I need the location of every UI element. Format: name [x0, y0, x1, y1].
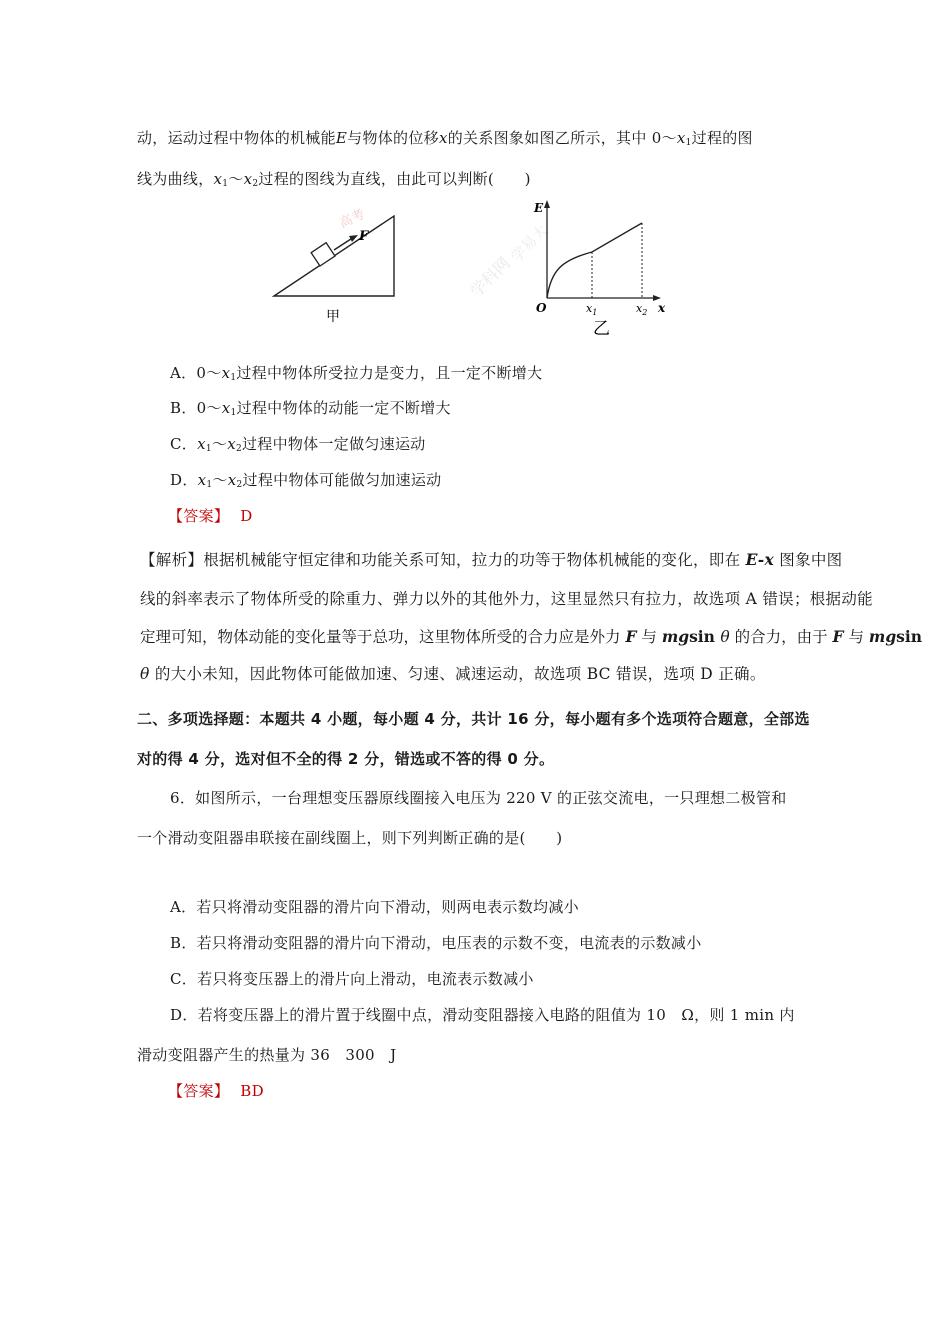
q6-stem-line-1: 6．如图所示，一台理想变压器原线圈接入电压为 220 V 的正弦交流电，一只理想二极管和 [170, 789, 787, 807]
right-figure-caption: 乙 [593, 319, 610, 338]
q5-option-c: C．$x_1\sim x_2$过程中物体一定做匀速运动 [170, 435, 426, 454]
force-label: F [359, 229, 369, 244]
q5-analysis-line-3: 定理可知，物体动能的变化量等于总功，这里物体所受的合力应是外力 F 与 mgsin θ 的合力，由于 F 与 mgsin [140, 627, 923, 646]
intro-line-2: 线为曲线，$x_1\sim x_2$过程的图线为直线，由此可以判断( ) [137, 170, 531, 189]
figure-group [262, 198, 692, 338]
answer-label: 【答案】 [168, 507, 230, 525]
intro-line-1: 动，运动过程中物体的机械能E与物体的位移x的关系图象如图乙所示，其中 $0\sim x_1$过程的图 [137, 129, 753, 148]
block [311, 243, 335, 266]
q6-option-b: B．若只将滑动变阻器的滑片向下滑动，电压表的示数不变，电流表的示数减小 [170, 934, 702, 952]
q5-option-b: B．$0\sim x_1$过程中物体的动能一定不断增大 [170, 399, 451, 418]
answer-value: BD [240, 1082, 264, 1100]
q5-analysis-line-1: 【解析】根据机械能守恒定律和功能关系可知，拉力的功等于物体机械能的变化，即在 E-x 图象中图 [140, 550, 843, 569]
answer-label: 【答案】 [168, 1082, 230, 1100]
watermark-1: 高考 [337, 207, 368, 232]
q6-option-a: A．若只将滑动变阻器的滑片向下滑动，则两电表示数均减小 [170, 898, 579, 916]
x1-label: $x_1$ [586, 302, 598, 317]
q6-option-d-continued: 滑动变阻器产生的热量为 36 300 J [137, 1046, 397, 1064]
section2-heading-line-1: 二、多项选择题：本题共 4 小题，每小题 4 分，共计 16 分，每小题有多个选项符合题意，全部选 [137, 710, 810, 728]
incline-diagram [274, 216, 394, 325]
q6-option-d: D．若将变压器上的滑片置于线圈中点，滑动变阻器接入电路的阻值为 10 Ω，则 1 min 内 [170, 1006, 795, 1024]
x2-label: $x_2$ [636, 302, 648, 317]
answer-value: D [240, 507, 253, 525]
watermark-3: 学易大 [507, 221, 552, 266]
section2-heading-line-2: 对的得 4 分，选对但不全的得 2 分，错选或不答的得 0 分。 [137, 750, 555, 768]
x-axis-label: x [658, 301, 666, 315]
q5-option-d: D．$x_1\sim x_2$过程中物体可能做匀加速运动 [170, 471, 442, 490]
energy-displacement-graph [533, 200, 666, 338]
q6-stem-line-2: 一个滑动变阻器串联接在副线圈上，则下列判断正确的是( ) [137, 829, 563, 847]
q5-analysis-line-2: 线的斜率表示了物体所受的除重力、弹力以外的其他外力，这里显然只有拉力，故选项 A 错误；根据动能 [140, 590, 873, 608]
y-axis-arrow [544, 200, 550, 208]
q6-option-c: C．若只将变压器上的滑片向上滑动，电流表示数减小 [170, 970, 534, 988]
q5-option-a: A．$0\sim x_1$过程中物体所受拉力是变力，且一定不断增大 [170, 364, 543, 383]
origin-label: O [536, 301, 547, 315]
q6-answer [168, 1080, 264, 1101]
q5-analysis-line-4: θ 的大小未知，因此物体可能做加速、匀速、减速运动，故选项 BC 错误，选项 D 正确。 [140, 665, 766, 683]
q5-answer [168, 505, 253, 526]
y-axis-label: E [534, 201, 544, 215]
watermark-2: 学科网 [466, 253, 514, 301]
energy-curve [547, 223, 642, 298]
left-figure-caption: 甲 [326, 309, 340, 325]
